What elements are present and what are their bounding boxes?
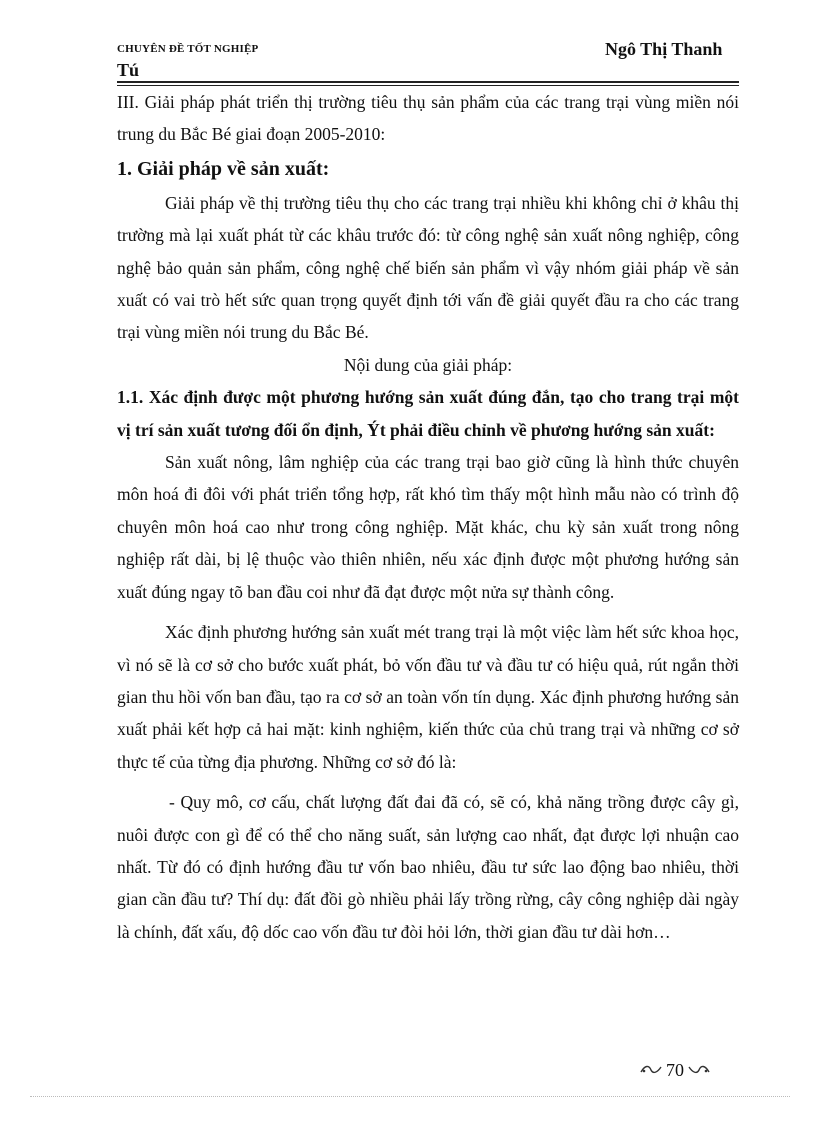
header-author: Ngô Thị Thanh xyxy=(605,39,723,59)
document-body xyxy=(117,86,739,948)
header-rule-thick xyxy=(117,81,739,83)
page-number: 70 xyxy=(666,1060,684,1080)
heading-level-1: 1. Giải pháp về sản xuất: xyxy=(117,157,330,180)
heading-level-2: 1.1. Xác định được một phương hướng sản xuất đúng đắn, tạo cho trang trại một vị trí sản xuất tương đối ổn định, Ýt phải điều chỉnh về phương hướng sản xuất: xyxy=(117,387,739,440)
centered-caption: Nội dung của giải pháp: xyxy=(343,354,513,375)
paragraph: Xác định phương hướng sản xuất mét trang trại là một việc làm hết sức khoa học, vì nó sẽ là cơ sở cho bước xuất phát, bỏ vốn đầu tư và đầu tư có hiệu quả, rút ngắn thời gian thu hồi vốn ban đầu, tạo ra cơ sở an toàn vốn tín dụng. Xác định phương hướng sản xuất phải kết hợp cả hai mặt: kinh nghiệm, kiến thức của chủ trang trại và những cơ sở thực tế của từng địa phương. Những cơ sở đó là: xyxy=(117,622,739,772)
page-footer xyxy=(640,1060,710,1081)
right-flourish-icon xyxy=(688,1062,710,1080)
paragraph: Giải pháp về thị trường tiêu thụ cho các trang trại nhiều khi không chỉ ở khâu thị trường mà lại xuất phát từ các khâu trước đó: từ công nghệ sản xuất nông nghiệp, công nghệ bảo quản sản phẩm, công nghệ chế biến sản phẩm vì vậy nhóm giải pháp về sản xuất có vai trò hết sức quan trọng quyết định tới vấn đề giải quyết đầu ra cho các trang trại vùng miền nói trung du Bắc Bé. xyxy=(117,192,739,343)
bullet-paragraph: - Quy mô, cơ cấu, chất lượng đất đai đã có, sẽ có, khả năng trồng được cây gì, nuôi được con gì để có thể cho năng suất, sản lượng cao nhất, đạt được lợi nhuận cao nhất. Từ đó có định hướng đầu tư vốn bao nhiêu, đầu tư sức lao động bao nhiêu, thời gian cần đầu tư? Thí dụ: đất đồi gò nhiều phải lấy trồng rừng, cây công nghiệp dài ngày là chính, đất xấu, độ dốc cao vốn đầu tư đòi hỏi lớn, thời gian đầu tư dài hơn… xyxy=(117,792,739,942)
left-flourish-icon xyxy=(640,1062,662,1080)
header-author-continuation: Tú xyxy=(117,60,140,80)
bottom-dotted-line xyxy=(30,1096,790,1097)
section-heading-paragraph: III. Giải pháp phát triển thị trường tiêu thụ sản phẩm của các trang trại vùng miền nói trung du Bắc Bé giai đoạn 2005-2010: xyxy=(117,92,739,145)
paragraph: Sản xuất nông, lâm nghiệp của các trang trại bao giờ cũng là hình thức chuyên môn hoá đi đôi với phát triển tổng hợp, rất khó tìm thấy một hình mẫu nào có trình độ chuyên môn hoá cao như trong công nghiệp. Mặt khác, chu kỳ sản xuất trong nông nghiệp rất dài, bị lệ thuộc vào thiên nhiên, nếu xác định được một phương hướng sản xuất đúng ngay tõ ban đầu coi như đã đạt được một nửa sự thành công. xyxy=(117,452,739,602)
header-title: CHUYÊN ĐỀ TỐT NGHIỆP xyxy=(117,43,259,55)
